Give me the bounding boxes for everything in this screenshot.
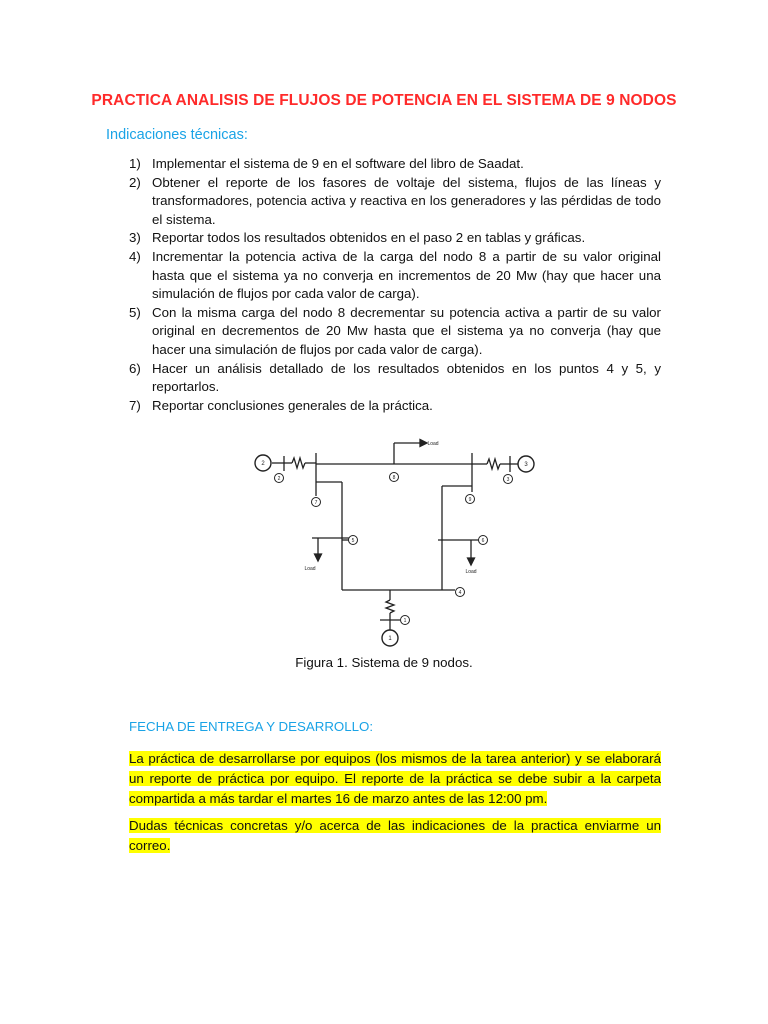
transformer-4-1 (386, 600, 394, 613)
list-item (129, 397, 661, 416)
highlighted-text: La práctica de desarrollarse por equipos (los mismos de la tarea anterior) y se elaborará un reporte de práctica por equipo. El reporte de la práctica se debe subir a la carpeta compartida a más tardar el martes 16 de marzo antes de las 12:00 pm. (129, 751, 661, 806)
load-5-arrow (315, 554, 322, 561)
item-number: 5) (129, 304, 141, 320)
item-number: 4) (129, 248, 141, 264)
delivery-heading: FECHA DE ENTREGA Y DESARROLLO: (129, 719, 374, 734)
item-number: 2) (129, 174, 141, 190)
node-label: 4 (458, 590, 462, 596)
instructions-list (129, 155, 661, 415)
list-item (129, 174, 661, 230)
load-label: Load (304, 566, 316, 572)
transformer-9-3 (487, 459, 500, 469)
node-label: 7 (314, 500, 318, 506)
load-label: Load (465, 569, 477, 575)
node-label: 2 (261, 461, 265, 467)
list-item (129, 304, 661, 360)
node-label: 8 (392, 475, 396, 481)
item-number: 1) (129, 156, 141, 171)
node-label: 1 (403, 618, 407, 624)
item-text: Obtener el reporte de los fasores de voltaje del sistema, flujos de las líneas y transformadores, potencia activa y reactiva en los generadores y las pérdidas de todo el sistema. (152, 174, 661, 227)
item-text: Incrementar la potencia activa de la carga del nodo 8 a partir de su valor original hasta que el sistema ya no converja en incrementos de 20 Mw (hay que hacer una simulación de flujos por cada valor de carga). (152, 248, 661, 302)
item-text: Implementar el sistema de 9 en el software del libro de Saadat. (152, 156, 524, 171)
list-item (129, 360, 661, 397)
highlighted-text: Dudas técnicas concretas y/o acerca de las indicaciones de la practica enviarme un correo. (129, 818, 661, 853)
node-label: 6 (481, 538, 485, 544)
figure-caption: Figura 1. Sistema de 9 nodos. (295, 655, 473, 670)
node-label: 3 (506, 477, 510, 483)
item-text: Hacer un análisis detallado de los resultados obtenidos en los puntos 4 y 5, y reportarlos. (152, 360, 661, 395)
load-label: Load (427, 441, 439, 447)
node-label: 1 (388, 636, 392, 642)
load-6-arrow (468, 558, 475, 565)
list-item (129, 248, 661, 304)
node-label: 9 (468, 497, 472, 503)
document-title: PRACTICA ANALISIS DE FLUJOS DE POTENCIA EN EL SISTEMA DE 9 NODOS (91, 92, 677, 109)
item-text: Con la misma carga del nodo 8 decrementar su potencia activa a partir de su valor original en decrementos de 20 Mw hasta que el sistema ya no converja (hay que hacer una simulación de flujos por cada valor de carga). (152, 304, 661, 357)
node-label: 2 (277, 476, 281, 482)
transformer-2-7 (292, 458, 305, 468)
load-8-arrow (420, 440, 427, 447)
technical-indications-heading: Indicaciones técnicas: (106, 127, 248, 143)
item-number: 7) (129, 397, 141, 413)
item-number: 3) (129, 230, 141, 246)
node-label: 3 (524, 462, 528, 468)
list-item (129, 229, 661, 248)
contact-paragraph (129, 816, 661, 856)
delivery-paragraph (129, 749, 661, 809)
diagram-svg (250, 420, 550, 652)
list-item (129, 155, 661, 174)
item-number: 6) (129, 360, 141, 376)
node-label: 5 (351, 538, 355, 544)
item-text: Reportar conclusiones generales de la práctica. (152, 397, 433, 413)
item-text: Reportar todos los resultados obtenidos en el paso 2 en tablas y gráficas. (152, 230, 586, 246)
nine-bus-diagram (250, 420, 550, 652)
